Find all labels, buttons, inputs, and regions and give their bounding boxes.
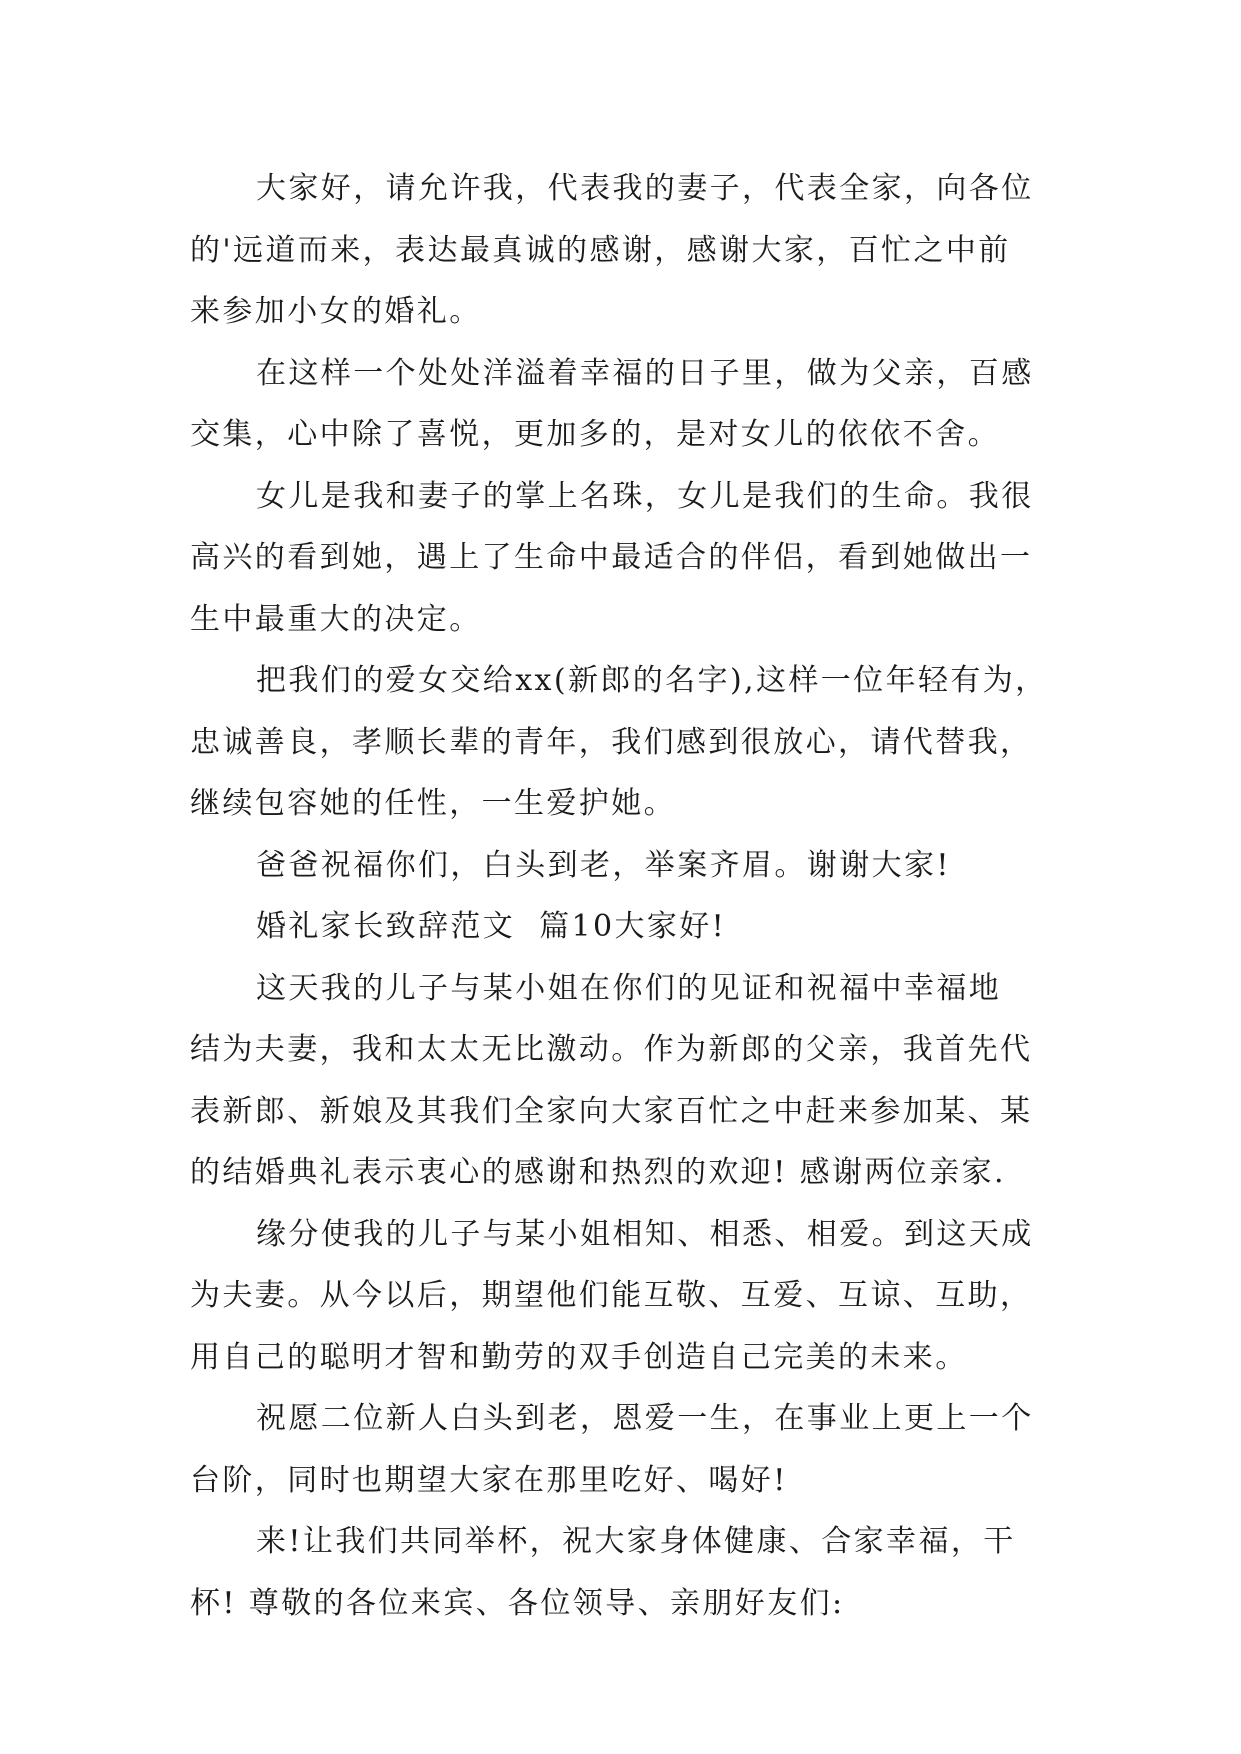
text-line: 忠诚善良，孝顺长辈的青年，我们感到很放心，请代替我， (190, 724, 1033, 760)
text-line: 用自己的聪明才智和勤劳的双手创造自己完美的未来。 (190, 1339, 968, 1375)
text-line: 祝愿二位新人白头到老，恩爱一生，在事业上更上一个 (256, 1401, 1034, 1436)
text-line: 结为夫妻，我和太太无比激动。作为新郎的父亲，我首先代 (190, 1032, 1033, 1067)
text-line: 缘分使我的儿子与某小姐相知、相悉、相爱。到这天成 (256, 1216, 1034, 1252)
text-line: 生中最重大的决定。 (190, 601, 482, 637)
text-line: 杯! 尊敬的各位来宾、各位领导、亲朋好友们: (190, 1585, 845, 1621)
text-line: 表新郎、新娘及其我们全家向大家百忙之中赶来参加某、某 (190, 1093, 1033, 1129)
text-line: 把我们的爱女交给xx(新郎的名字),这样一位年轻有为， (256, 663, 1048, 698)
text-line: 的结婚典礼表示衷心的感谢和热烈的欢迎! 感谢两位亲家. (190, 1155, 1006, 1190)
text-line: 交集，心中除了喜悦，更加多的，是对女儿的依依不舍。 (190, 417, 1000, 452)
text-line: 的'远道而来，表达最真诚的感谢，感谢大家，百忙之中前 (190, 232, 1011, 268)
text-line: 这天我的儿子与某小姐在你们的见证和祝福中幸福地 (256, 970, 1002, 1006)
text-line: 来!让我们共同举杯，祝大家身体健康、合家幸福，干 (256, 1524, 1016, 1559)
text-line: 在这样一个处处洋溢着幸福的日子里，做为父亲，百感 (256, 355, 1034, 391)
text-line: 大家好，请允许我，代表我的妻子，代表全家，向各位 (256, 171, 1034, 206)
section-heading: 婚礼家长致辞范文 篇10大家好! (256, 909, 727, 944)
text-line: 继续包容她的任性，一生爱护她。 (190, 786, 676, 821)
text-line: 来参加小女的婚礼。 (190, 294, 482, 329)
text-line: 为夫妻。从今以后，期望他们能互敬、互爱、互谅、互助， (190, 1278, 1033, 1313)
text-line: 爸爸祝福你们，白头到老，举案齐眉。谢谢大家! (256, 847, 951, 883)
text-line: 女儿是我和妻子的掌上名珠，女儿是我们的生命。我很 (256, 478, 1034, 514)
text-line: 高兴的看到她，遇上了生命中最适合的伴侣，看到她做出一 (190, 540, 1033, 575)
document-body (190, 158, 1070, 1634)
text-line: 台阶，同时也期望大家在那里吃好、喝好! (190, 1462, 788, 1498)
